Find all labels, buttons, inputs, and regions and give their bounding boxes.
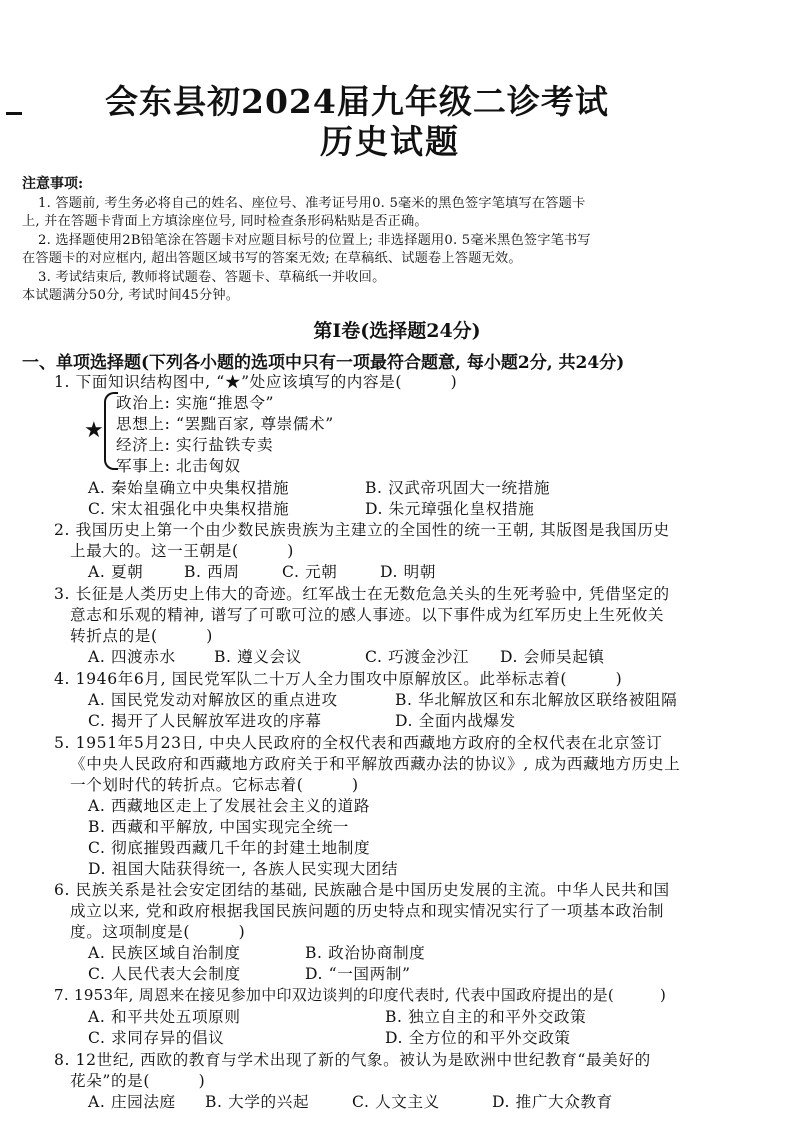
option-b: B. 汉武帝巩固大一统措施 [365, 479, 551, 497]
option-d: D. 明朝 [380, 563, 437, 581]
option-b: B. 西藏和平解放, 中国实现完全统一 [88, 818, 349, 836]
question-2-stem: 2. 我国历史上第一个由少数民族贵族为主建立的全国性的统一王朝, 其版图是我国历史 [54, 521, 670, 539]
question-5-stem: 《中央人民政府和西藏地方政府关于和平解放西藏办法的协议》, 成为西藏地方历史上 [70, 755, 681, 773]
option-b: B. 政治协商制度 [305, 944, 426, 962]
question-3-stem: 3. 长征是人类历史上伟大的奇迹。红军战士在无数危急关头的生死考验中, 凭借坚定的 [54, 585, 670, 603]
option-d: D. 朱元璋强化皇权措施 [365, 500, 535, 518]
exam-title: 会东县初2024届九年级二诊考试 [105, 82, 609, 121]
section-title: 第Ⅰ卷(选择题24分) [313, 320, 481, 342]
option-d: D. 会师吴起镇 [500, 648, 605, 666]
note-line: 本试题满分50分, 考试时间45分钟。 [22, 288, 240, 303]
question-8-stem: 8. 12世纪, 西欧的教育与学术出现了新的气象。被认为是欧洲中世纪教育“最美好的 [54, 1051, 651, 1069]
option-c: C. 揭开了人民解放军进攻的序幕 [88, 712, 322, 730]
note-line: 在答题卡的对应框内, 超出答题区域书写的答案无效; 在草稿纸、试题卷上答题无效。 [22, 251, 522, 266]
option-a: A. 西藏地区走上了发展社会主义的道路 [88, 797, 371, 815]
option-b: B. 大学的兴起 [205, 1093, 310, 1111]
option-c: C. 人文主义 [352, 1093, 440, 1111]
scan-mark [6, 112, 22, 115]
diagram-item: 军事上: 北击匈奴 [116, 457, 241, 475]
option-a: A. 国民党发动对解放区的重点进攻 [88, 691, 338, 709]
question-7-stem: 7. 1953年, 周恩来在接见参加中印双边谈判的印度代表时, 代表中国政府提出的是( ) [54, 986, 667, 1004]
question-5-stem: 一个划时代的转折点。它标志着( ) [70, 776, 359, 794]
option-c: C. 人民代表大会制度 [88, 965, 241, 983]
note-line: 1. 答题前, 考生务必将自己的姓名、座位号、准考证号用0. 5毫米的黑色签字笔填写在答题卡 [38, 196, 586, 211]
question-6-stem: 度。这项制度是( ) [70, 923, 246, 941]
option-b: B. 独立自主的和平外交政策 [385, 1008, 587, 1026]
option-b: B. 华北解放区和东北解放区联络被阻隔 [395, 691, 678, 709]
option-c: C. 元朝 [282, 563, 338, 581]
question-8-stem: 花朵”的是( ) [70, 1072, 206, 1090]
option-d: D. “一国两制” [305, 965, 411, 983]
question-2-stem: 上最大的。这一王朝是( ) [70, 542, 294, 560]
question-4-stem: 4. 1946年6月, 国民党军队二十万人全力围攻中原解放区。此举标志着( ) [54, 670, 623, 688]
option-b: B. 遵义会议 [214, 648, 302, 666]
part-heading: 一、单项选择题(下列各小题的选项中只有一项最符合题意, 每小题2分, 共24分) [22, 353, 625, 373]
option-d: D. 全方位的和平外交政策 [385, 1029, 571, 1047]
question-3-stem: 意志和乐观的精神, 谱写了可歌可泣的感人事迹。以下事件成为红军历史上生死攸关 [70, 606, 665, 624]
option-d: D. 推广大众教育 [492, 1093, 613, 1111]
option-a: A. 夏朝 [88, 563, 144, 581]
option-a: A. 和平共处五项原则 [88, 1008, 241, 1026]
option-c: C. 宋太祖强化中央集权措施 [88, 500, 290, 518]
star-icon: ★ [84, 418, 104, 443]
question-6-stem: 成立以来, 党和政府根据我国民族问题的历史特点和现实情况实行了一项基本政治制 [70, 902, 665, 920]
notes-heading: 注意事项: [22, 176, 84, 192]
option-c: C. 求同存异的倡议 [88, 1029, 225, 1047]
note-line: 3. 考试结束后, 教师将试题卷、答题卡、草稿纸一并收回。 [38, 270, 386, 285]
option-a: A. 庄园法庭 [88, 1093, 176, 1111]
note-line: 2. 选择题使用2B铅笔涂在答题卡对应题目标号的位置上; 非选择题用0. 5毫米黑色签字笔书写 [38, 233, 591, 248]
option-c: C. 巧渡金沙江 [365, 648, 470, 666]
option-b: B. 西周 [184, 563, 240, 581]
diagram-item: 政治上: 实施“推恩令” [116, 394, 275, 412]
diagram-item: 思想上: “罢黜百家, 尊崇儒术” [116, 415, 334, 433]
question-3-stem: 转折点的是( ) [70, 627, 213, 645]
option-d: D. 祖国大陆获得统一, 各族人民实现大团结 [88, 860, 399, 878]
note-line: 上, 并在答题卡背面上方填涂座位号, 同时检查条形码粘贴是否正确。 [22, 214, 428, 229]
diagram-item: 经济上: 实行盐铁专卖 [116, 436, 274, 454]
option-a: A. 秦始皇确立中央集权措施 [88, 479, 290, 497]
question-6-stem: 6. 民族关系是社会安定团结的基础, 民族融合是中国历史发展的主流。中华人民共和国 [54, 881, 670, 899]
option-c: C. 彻底摧毁西藏几千年的封建土地制度 [88, 839, 371, 857]
exam-subtitle: 历史试题 [320, 122, 460, 161]
option-d: D. 全面内战爆发 [395, 712, 516, 730]
question-1-stem: 1. 下面知识结构图中, “★”处应该填写的内容是( ) [54, 373, 458, 391]
question-5-stem: 5. 1951年5月23日, 中央人民政府的全权代表和西藏地方政府的全权代表在北京签订 [54, 734, 663, 752]
option-a: A. 四渡赤水 [88, 648, 176, 666]
option-a: A. 民族区域自治制度 [88, 944, 241, 962]
